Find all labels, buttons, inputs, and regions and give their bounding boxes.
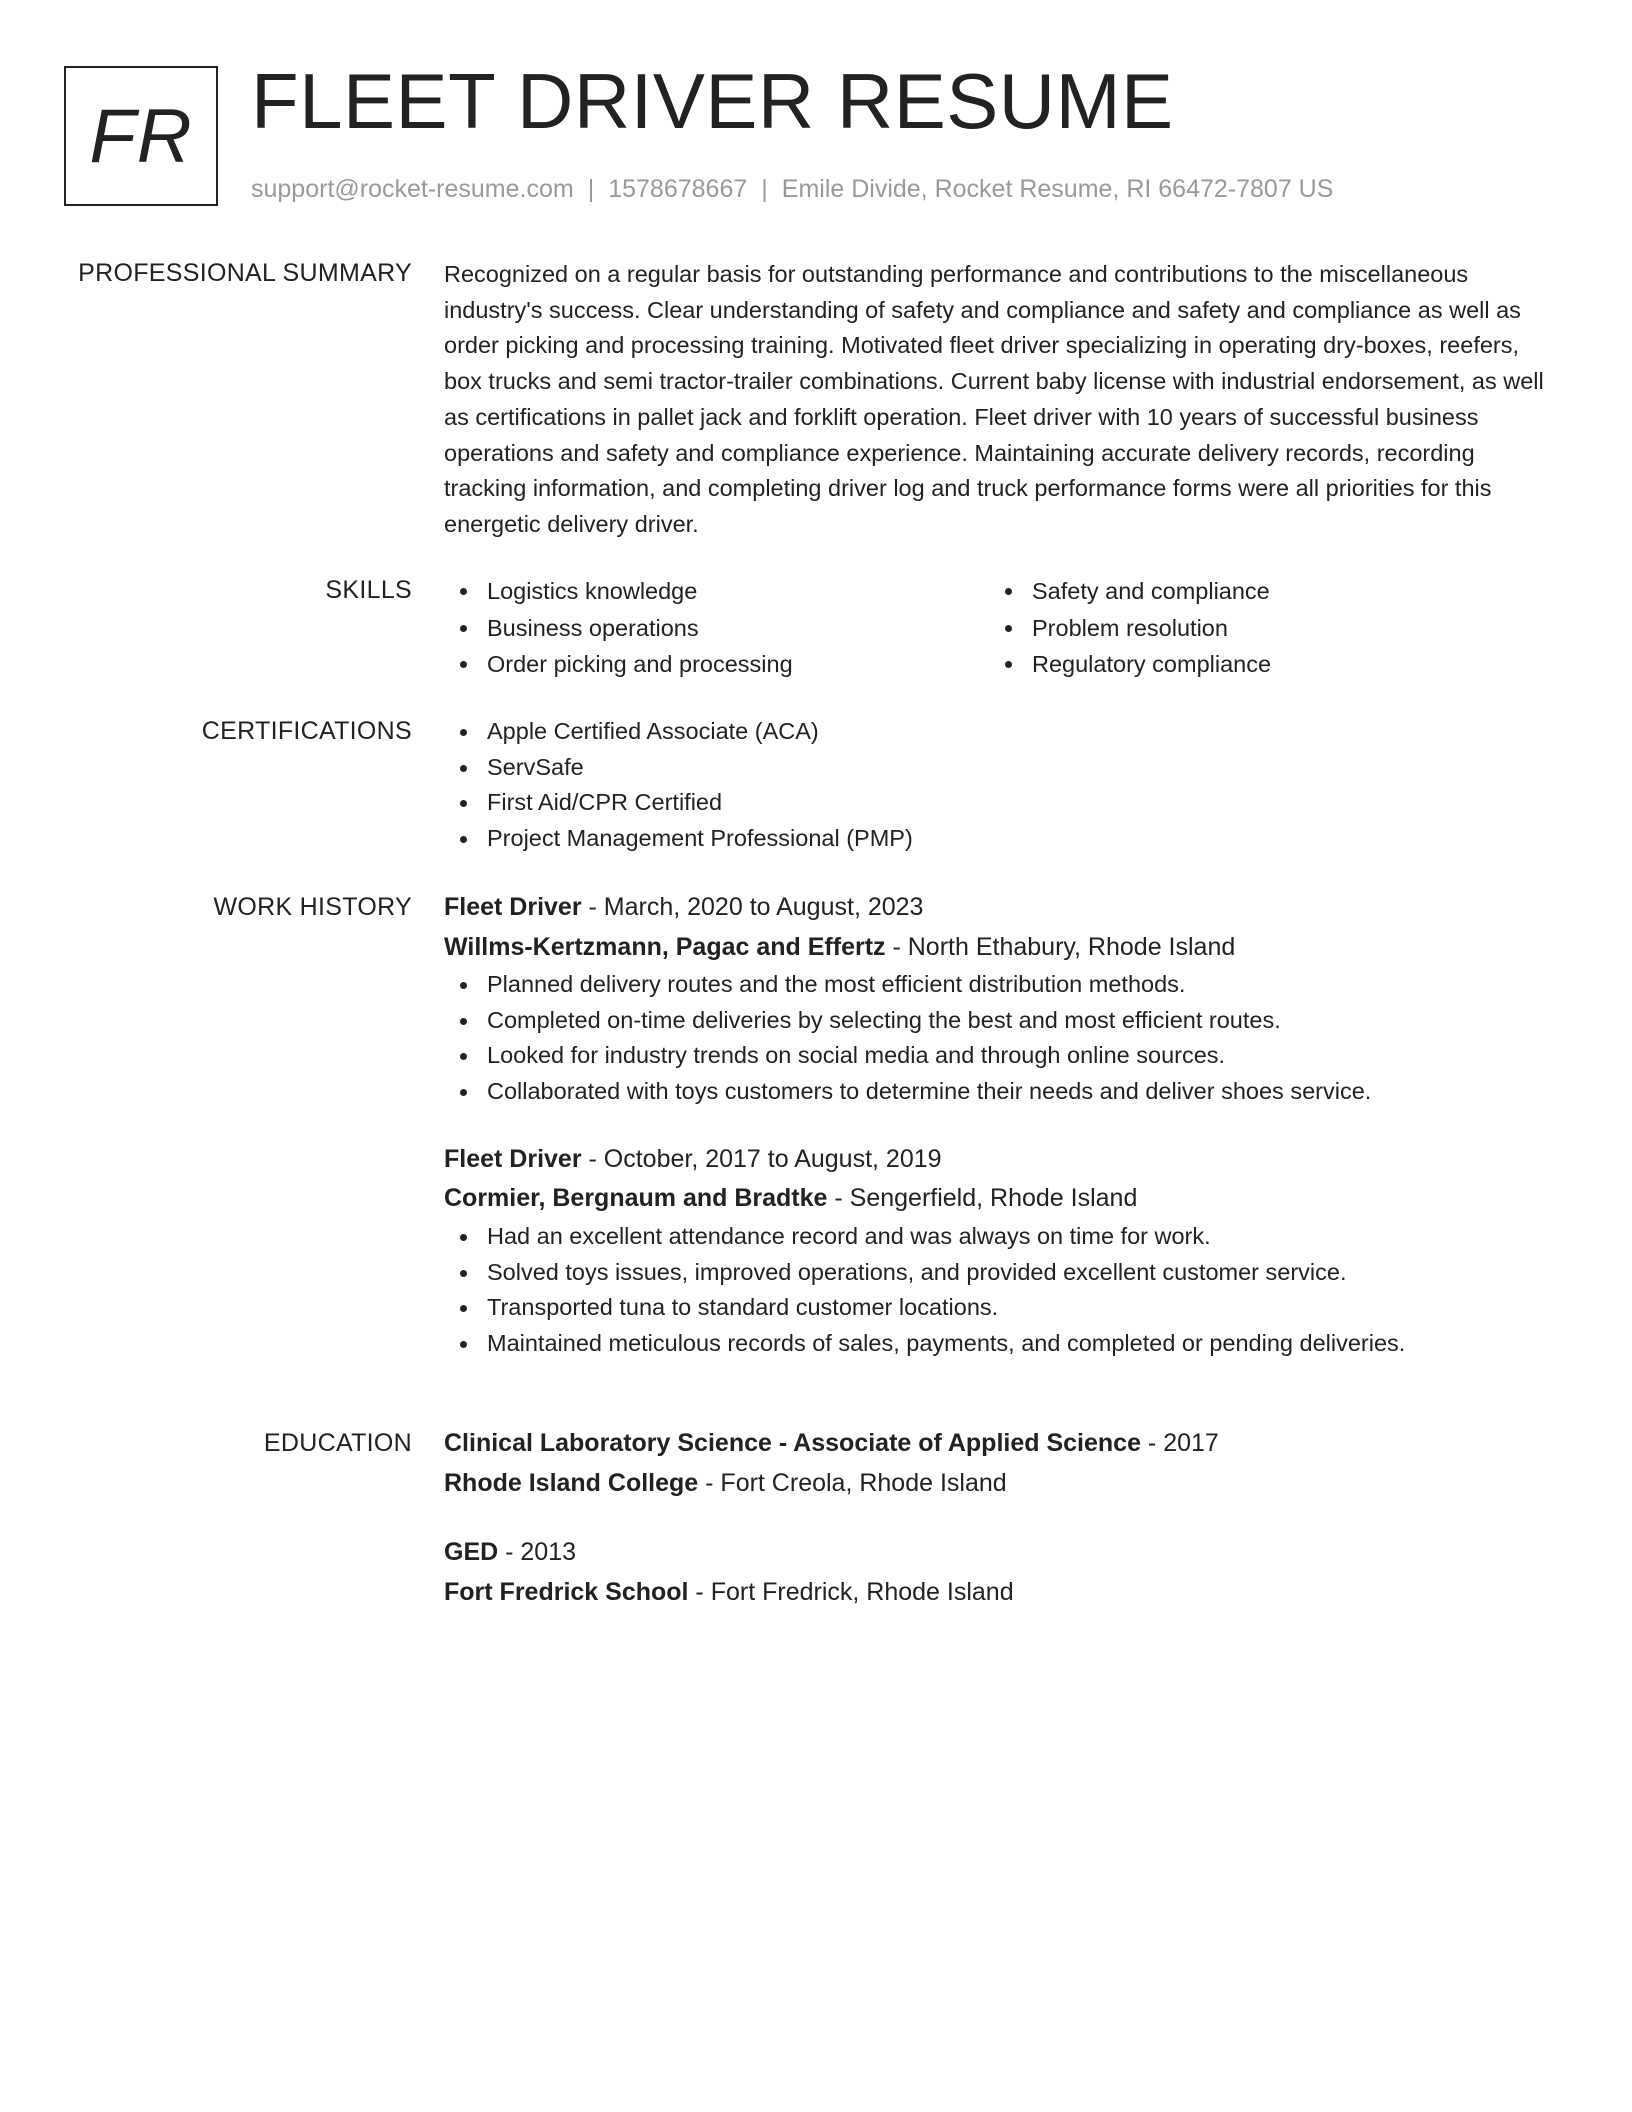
- contact-email[interactable]: support@rocket-resume.com: [251, 175, 574, 203]
- section-body: [444, 888, 1554, 1362]
- section-body: [444, 714, 1554, 857]
- section-body: [444, 257, 1554, 543]
- education-entry: [444, 1533, 1554, 1612]
- job-location: - Sengerfield, Rhode Island: [827, 1184, 1138, 1213]
- degree-year: - 2017: [1140, 1429, 1219, 1457]
- list-item: Had an excellent attendance record and was always on time for work.: [444, 1219, 1554, 1255]
- job-bullets: [444, 967, 1554, 1110]
- job-title: Fleet Driver: [444, 893, 582, 921]
- section-body: [444, 1424, 1554, 1612]
- job-entry: [444, 888, 1554, 1110]
- job-company-line: [444, 928, 1554, 968]
- resume-title: FLEET DRIVER RESUME: [251, 57, 1174, 145]
- monogram-logo: FR: [64, 66, 218, 206]
- section-label: PROFESSIONAL SUMMARY: [78, 259, 412, 287]
- degree-year: - 2013: [498, 1538, 577, 1566]
- list-item: Problem resolution: [989, 610, 1534, 647]
- section-body: [444, 573, 1554, 683]
- job-dates: - March, 2020 to August, 2023: [581, 893, 924, 921]
- list-item: Logistics knowledge: [444, 573, 989, 610]
- contact-line: [251, 172, 1333, 206]
- list-item: Project Management Professional (PMP): [444, 821, 1554, 857]
- section-label: CERTIFICATIONS: [201, 717, 412, 745]
- school-location: - Fort Creola, Rhode Island: [698, 1468, 1007, 1497]
- list-item: Looked for industry trends on social media and through online sources.: [444, 1038, 1554, 1074]
- education-entry: [444, 1424, 1554, 1503]
- list-item: Safety and compliance: [989, 573, 1534, 610]
- section-label: SKILLS: [325, 576, 412, 604]
- school-name: Fort Fredrick School: [444, 1577, 689, 1606]
- job-title-line: [444, 888, 1554, 928]
- section-label: WORK HISTORY: [213, 893, 412, 921]
- job-location: - North Ethabury, Rhode Island: [885, 932, 1236, 961]
- list-item: Planned delivery routes and the most efficient distribution methods.: [444, 967, 1554, 1003]
- contact-phone[interactable]: 1578678667: [608, 175, 748, 203]
- degree-line: [444, 1424, 1554, 1464]
- list-item: Maintained meticulous records of sales, payments, and completed or pending deliveries.: [444, 1326, 1554, 1362]
- job-dates: - October, 2017 to August, 2019: [581, 1144, 942, 1173]
- list-item: Completed on-time deliveries by selecting the best and most efficient routes.: [444, 1003, 1554, 1039]
- list-item: First Aid/CPR Certified: [444, 785, 1554, 821]
- contact-separator: |: [587, 175, 595, 203]
- school-name: Rhode Island College: [444, 1468, 699, 1497]
- job-bullets: [444, 1219, 1554, 1362]
- job-title-line: [444, 1140, 1554, 1180]
- school-location: - Fort Fredrick, Rhode Island: [688, 1577, 1014, 1606]
- job-entry: [444, 1140, 1554, 1362]
- summary-text: Recognized on a regular basis for outstanding performance and contributions to the miscellaneous industry's success. Clear understanding of safety and compliance and safety and compliance as well as order picking and processing training. Motivated fleet driver specializing in operating dry-boxes, reefers, box trucks and semi tractor-trailer combinations. Current baby license with industrial endorsement, as well as certifications in pallet jack and forklift operation. Fleet driver with 10 years of successful business operations and safety and compliance experience. Maintaining accurate delivery records, recording tracking information, and completing driver log and truck performance forms were all priorities for this energetic delivery driver.: [444, 261, 1544, 537]
- contact-address: Emile Divide, Rocket Resume, RI 66472-7807 US: [781, 175, 1334, 203]
- degree-line: [444, 1533, 1554, 1573]
- job-company: Willms-Kertzmann, Pagac and Effertz: [444, 932, 886, 961]
- school-line: [444, 1573, 1554, 1613]
- degree-name: Clinical Laboratory Science - Associate of Applied Science: [444, 1429, 1141, 1457]
- job-company-line: [444, 1179, 1554, 1219]
- list-item: Regulatory compliance: [989, 646, 1534, 683]
- skills-list-left: [444, 573, 989, 683]
- list-item: Collaborated with toys customers to determine their needs and deliver shoes service.: [444, 1074, 1554, 1110]
- school-line: [444, 1464, 1554, 1504]
- skills-columns: [444, 573, 1554, 683]
- job-company: Cormier, Bergnaum and Bradtke: [444, 1184, 828, 1213]
- list-item: Business operations: [444, 610, 989, 647]
- skills-list-right: [989, 573, 1534, 683]
- list-item: Apple Certified Associate (ACA): [444, 714, 1554, 750]
- list-item: Order picking and processing: [444, 646, 989, 683]
- list-item: Transported tuna to standard customer locations.: [444, 1290, 1554, 1326]
- contact-separator: |: [761, 175, 768, 203]
- list-item: Solved toys issues, improved operations, and provided excellent customer service.: [444, 1255, 1554, 1291]
- degree-name: GED: [444, 1538, 499, 1566]
- job-title: Fleet Driver: [444, 1144, 582, 1173]
- section-label: EDUCATION: [263, 1429, 412, 1457]
- list-item: ServSafe: [444, 750, 1554, 786]
- certifications-list: [444, 714, 1554, 857]
